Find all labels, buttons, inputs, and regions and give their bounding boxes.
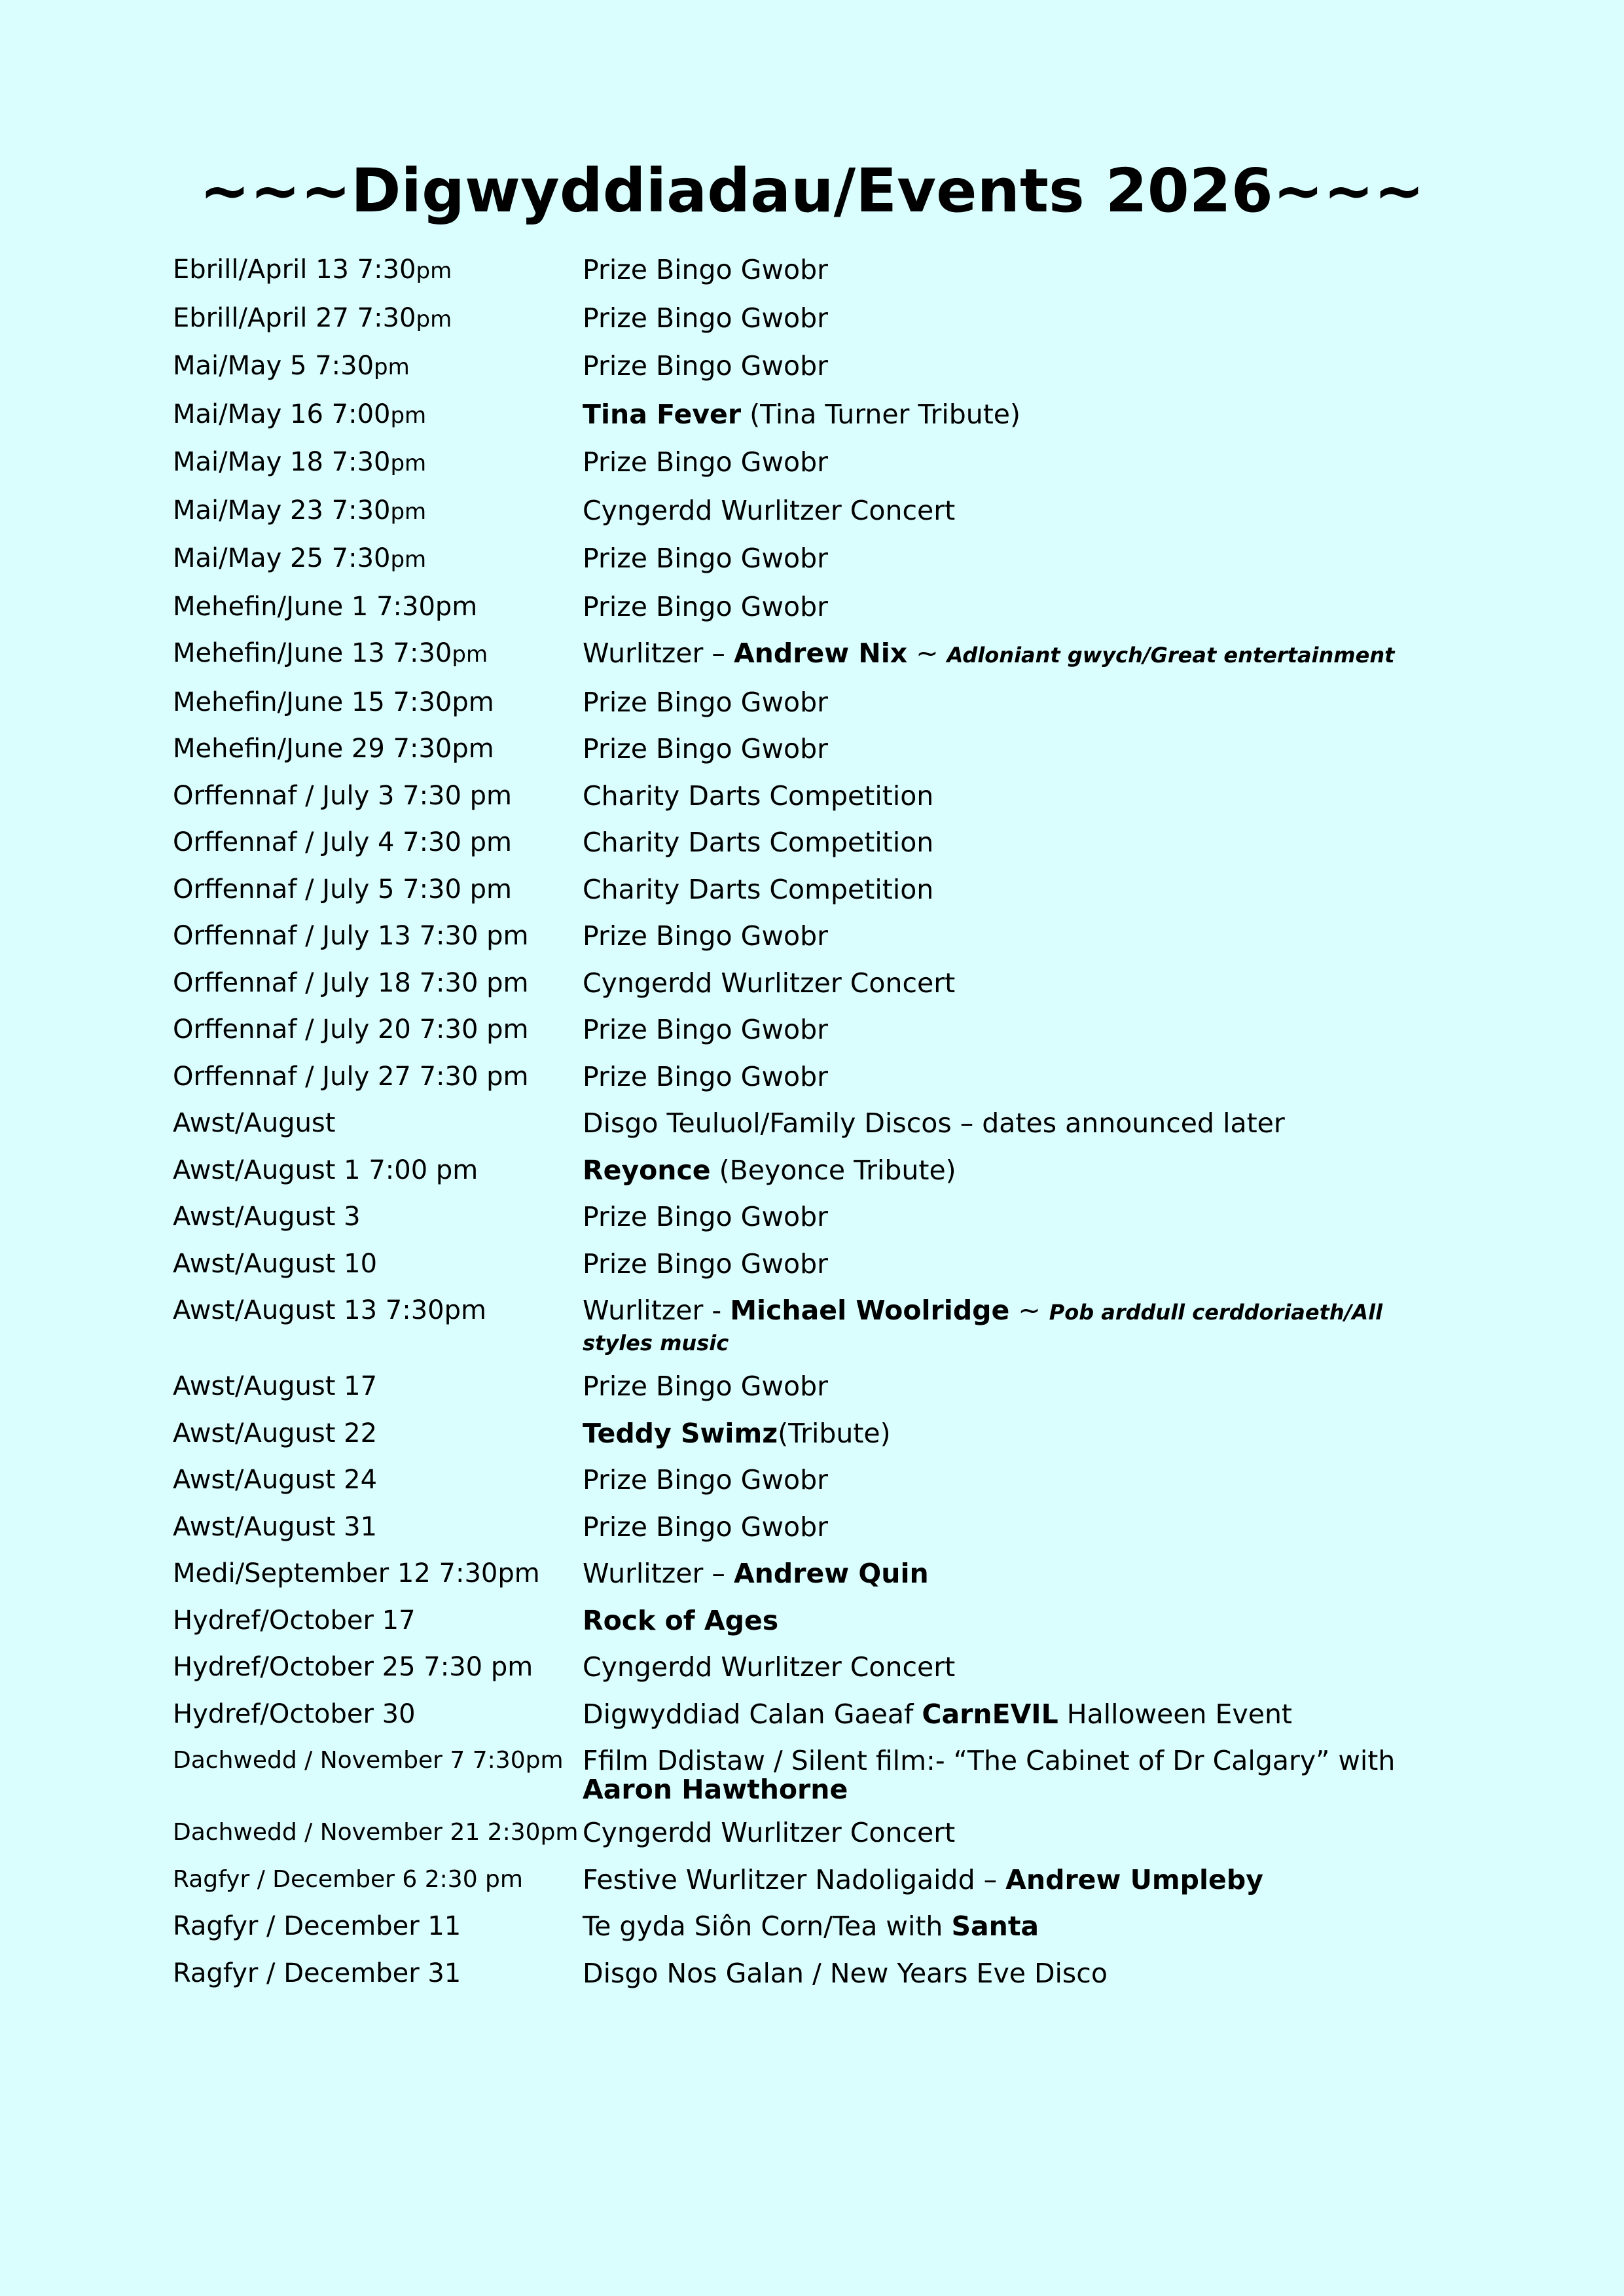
event-description [583, 544, 1456, 573]
event-text: Charity Darts Competition [583, 827, 934, 858]
event-description [583, 1912, 1456, 1941]
event-date [173, 1818, 583, 1847]
event-description [583, 922, 1456, 950]
event-description [583, 1062, 1456, 1091]
event-text: Cyngerdd Wurlitzer Concert [583, 1817, 956, 1848]
event-text: Prize Bingo Gwobr [583, 254, 828, 285]
event-performer: Teddy Swimz [583, 1417, 778, 1449]
event-text: Te gyda Siôn Corn/Tea with [583, 1910, 952, 1942]
event-date-text: Dachwedd / November 7 7:30pm [173, 1747, 564, 1774]
event-row [173, 781, 1456, 810]
event-time-suffix: pm [374, 354, 410, 380]
event-date-text: Mai/May 18 7:30 [173, 447, 391, 477]
event-description [583, 969, 1456, 997]
event-text: Cyngerdd Wurlitzer Concert [583, 1651, 956, 1683]
event-description [583, 1865, 1456, 1894]
event-row [173, 255, 1456, 285]
event-time-suffix: pm [452, 641, 488, 668]
event-date [173, 304, 583, 334]
event-row [173, 1202, 1456, 1231]
event-date [173, 1959, 583, 1988]
event-row [173, 1818, 1456, 1847]
event-text: Wurlitzer - [583, 1295, 731, 1326]
event-date-text: Hydref/October 25 7:30 pm [173, 1652, 533, 1682]
event-text: Prize Bingo Gwobr [583, 1371, 828, 1402]
event-row [173, 1465, 1456, 1494]
event-date [173, 1653, 583, 1681]
event-text: (Tribute) [778, 1417, 891, 1449]
event-date [173, 1419, 583, 1448]
event-date-text: Dachwedd / November 21 2:30pm [173, 1819, 579, 1846]
event-row [173, 875, 1456, 904]
event-row [173, 922, 1456, 950]
event-time-suffix: pm [416, 306, 452, 332]
event-date-text: Mehefin/June 29 7:30pm [173, 734, 494, 764]
event-date [173, 400, 583, 430]
event-date [173, 1559, 583, 1588]
event-description [583, 1653, 1456, 1681]
event-description [583, 1700, 1456, 1729]
event-description [583, 1109, 1456, 1138]
event-description [583, 1959, 1456, 1988]
event-row [173, 1700, 1456, 1729]
event-date-text: Mai/May 25 7:30 [173, 543, 391, 573]
event-date [173, 969, 583, 997]
event-text: Prize Bingo Gwobr [583, 446, 828, 478]
event-date [173, 448, 583, 478]
event-description [583, 255, 1456, 284]
event-description [583, 304, 1456, 332]
event-description [583, 1202, 1456, 1231]
event-date-text: Mehefin/June 13 7:30 [173, 638, 452, 668]
event-description [583, 734, 1456, 763]
event-description [583, 1419, 1456, 1448]
event-row [173, 1296, 1456, 1357]
event-text: Prize Bingo Gwobr [583, 1060, 828, 1092]
event-date-text: Awst/August 24 [173, 1465, 378, 1495]
event-row [173, 1865, 1456, 1894]
event-text: Prize Bingo Gwobr [583, 1201, 828, 1232]
event-text: Prize Bingo Gwobr [583, 590, 828, 622]
event-tagline: Pob arddull cerddoriaeth/All styles music [583, 1300, 1383, 1355]
event-date-text: Ragfyr / December 31 [173, 1958, 461, 1988]
event-date-text: Medi/September 12 7:30pm [173, 1558, 540, 1588]
event-text: Prize Bingo Gwobr [583, 686, 828, 718]
event-time-suffix: pm [390, 450, 427, 476]
event-row [173, 351, 1456, 382]
event-time-suffix: pm [416, 258, 452, 284]
event-date [173, 255, 583, 285]
event-text: ~ [1009, 1295, 1049, 1326]
event-row [173, 969, 1456, 997]
event-date [173, 1296, 583, 1325]
event-date [173, 781, 583, 810]
event-date [173, 1249, 583, 1278]
event-date [173, 922, 583, 950]
event-description [583, 1746, 1456, 1804]
event-row [173, 1746, 1456, 1804]
event-date-text: Orffennaf / July 5 7:30 pm [173, 874, 513, 905]
event-performer: Tina Fever [583, 398, 742, 430]
event-date [173, 1746, 583, 1775]
event-row [173, 1156, 1456, 1185]
event-date-text: Mai/May 23 7:30 [173, 495, 391, 526]
event-row [173, 734, 1456, 763]
event-performer: Andrew Umpleby [1005, 1863, 1263, 1895]
event-text: Prize Bingo Gwobr [583, 1464, 828, 1496]
event-date [173, 688, 583, 717]
events-list [173, 255, 1456, 2005]
event-text: (Tina Turner Tribute) [741, 398, 1021, 430]
event-text: Disgo Nos Galan / New Years Eve Disco [583, 1957, 1108, 1989]
event-date-text: Awst/August 31 [173, 1511, 378, 1542]
event-date [173, 734, 583, 763]
event-date [173, 1465, 583, 1494]
event-text: Halloween Event [1058, 1698, 1293, 1730]
event-description [583, 1015, 1456, 1044]
event-date-text: Orffennaf / July 3 7:30 pm [173, 780, 513, 811]
event-row [173, 1249, 1456, 1278]
event-description [583, 781, 1456, 810]
event-description [583, 1156, 1456, 1185]
event-text: (Beyonce Tribute) [710, 1154, 956, 1186]
event-date [173, 1156, 583, 1185]
event-description [583, 1465, 1456, 1494]
event-date-text: Awst/August 17 [173, 1371, 378, 1401]
event-row [173, 639, 1456, 670]
event-description [583, 592, 1456, 621]
event-date-text: Mehefin/June 15 7:30pm [173, 687, 494, 717]
event-text: Festive Wurlitzer Nadoligaidd – [583, 1863, 1006, 1895]
event-row [173, 1959, 1456, 1988]
event-date-text: Ebrill/April 27 7:30 [173, 302, 416, 333]
event-date [173, 639, 583, 669]
event-row [173, 1559, 1456, 1588]
event-description [583, 1606, 1456, 1635]
event-row [173, 400, 1456, 430]
event-row [173, 1513, 1456, 1541]
event-row [173, 544, 1456, 574]
event-text: Prize Bingo Gwobr [583, 920, 828, 952]
event-description [583, 351, 1456, 380]
event-date-text: Awst/August 22 [173, 1418, 378, 1448]
event-performer: Aaron Hawthorne [583, 1774, 848, 1805]
event-row [173, 828, 1456, 857]
event-row [173, 592, 1456, 621]
event-row [173, 1015, 1456, 1044]
event-text: Prize Bingo Gwobr [583, 350, 828, 382]
event-performer: Michael Woolridge [730, 1295, 1010, 1326]
event-row [173, 1372, 1456, 1401]
event-description [583, 688, 1456, 717]
event-text: Prize Bingo Gwobr [583, 543, 828, 574]
event-date-text: Awst/August 10 [173, 1248, 378, 1279]
event-date-text: Orffennaf / July 27 7:30 pm [173, 1061, 529, 1092]
event-tagline: Adloniant gwych/Great entertainment [947, 643, 1395, 668]
event-description [583, 1818, 1456, 1847]
event-performer: CarnEVIL [922, 1698, 1058, 1730]
event-description [583, 828, 1456, 857]
event-date-text: Ragfyr / December 11 [173, 1911, 461, 1941]
event-row [173, 1419, 1456, 1448]
event-date [173, 1912, 583, 1941]
event-description [583, 400, 1456, 429]
event-date [173, 1015, 583, 1044]
event-performer: Andrew Quin [733, 1558, 929, 1589]
event-description [583, 496, 1456, 525]
event-date-text: Awst/August [173, 1108, 336, 1138]
event-text: Prize Bingo Gwobr [583, 1511, 828, 1543]
event-date [173, 1372, 583, 1401]
event-description [583, 639, 1456, 670]
event-text: Prize Bingo Gwobr [583, 733, 828, 764]
event-description [583, 1559, 1456, 1588]
event-text: Charity Darts Competition [583, 780, 934, 812]
event-text: Wurlitzer – [583, 637, 734, 669]
event-performer: Santa [951, 1910, 1039, 1942]
event-performer: Andrew Nix [733, 637, 908, 669]
event-text: Prize Bingo Gwobr [583, 1014, 828, 1045]
page-title: ~~~Digwyddiadau/Events 2026~~~ [199, 156, 1425, 226]
event-row [173, 448, 1456, 478]
event-description [583, 875, 1456, 904]
event-date [173, 828, 583, 857]
event-text: Charity Darts Competition [583, 873, 934, 905]
event-row [173, 496, 1456, 526]
event-date-text: Hydref/October 30 [173, 1698, 416, 1729]
event-text: Ffilm Ddistaw / Silent film:- “The Cabinet of Dr Calgary” with [583, 1745, 1396, 1776]
event-description [583, 1296, 1456, 1357]
event-date [173, 1865, 583, 1894]
event-description [583, 1513, 1456, 1541]
event-date [173, 592, 583, 621]
event-date-text: Orffennaf / July 20 7:30 pm [173, 1014, 529, 1045]
event-text: Cyngerdd Wurlitzer Concert [583, 494, 956, 526]
event-row [173, 688, 1456, 717]
event-date [173, 875, 583, 904]
event-date-text: Ragfyr / December 6 2:30 pm [173, 1865, 523, 1893]
event-text: Prize Bingo Gwobr [583, 1247, 828, 1280]
event-date [173, 1062, 583, 1091]
event-row [173, 1606, 1456, 1635]
event-row [173, 1912, 1456, 1941]
event-date-text: Mai/May 5 7:30 [173, 351, 374, 381]
event-text: Disgo Teuluol/Family Discos – dates announced later [583, 1107, 1285, 1139]
event-date-text: Ebrill/April 13 7:30 [173, 255, 416, 285]
event-date-text: Orffennaf / July 4 7:30 pm [173, 827, 513, 857]
event-date [173, 1606, 583, 1635]
event-time-suffix: pm [390, 547, 427, 573]
event-date-text: Awst/August 3 [173, 1202, 361, 1232]
event-text: Wurlitzer – [583, 1558, 734, 1589]
event-description [583, 448, 1456, 476]
event-date-text: Mehefin/June 1 7:30pm [173, 591, 478, 622]
event-text: ~ [907, 637, 947, 669]
event-date-text: Orffennaf / July 18 7:30 pm [173, 967, 529, 998]
event-date [173, 496, 583, 526]
event-performer: Reyonce [583, 1154, 711, 1186]
event-time-suffix: pm [390, 402, 427, 429]
event-time-suffix: pm [390, 498, 427, 525]
event-date-text: Mai/May 16 7:00 [173, 399, 391, 429]
event-date-text: Hydref/October 17 [173, 1605, 416, 1636]
event-performer: Rock of Ages [583, 1604, 779, 1636]
event-text: Digwyddiad Calan Gaeaf [583, 1698, 922, 1730]
event-date [173, 544, 583, 574]
event-date-text: Orffennaf / July 13 7:30 pm [173, 921, 529, 951]
event-date-text: Awst/August 13 7:30pm [173, 1295, 486, 1325]
event-row [173, 304, 1456, 334]
event-text: Cyngerdd Wurlitzer Concert [583, 967, 956, 999]
event-description [583, 1372, 1456, 1401]
event-date [173, 1109, 583, 1138]
event-date [173, 1700, 583, 1729]
event-date-text: Awst/August 1 7:00 pm [173, 1155, 478, 1185]
event-row [173, 1653, 1456, 1681]
event-description [583, 1249, 1456, 1278]
event-row [173, 1062, 1456, 1091]
event-date [173, 351, 583, 382]
event-date [173, 1513, 583, 1541]
event-date [173, 1202, 583, 1231]
event-text: Prize Bingo Gwobr [583, 302, 828, 334]
event-row [173, 1109, 1456, 1138]
